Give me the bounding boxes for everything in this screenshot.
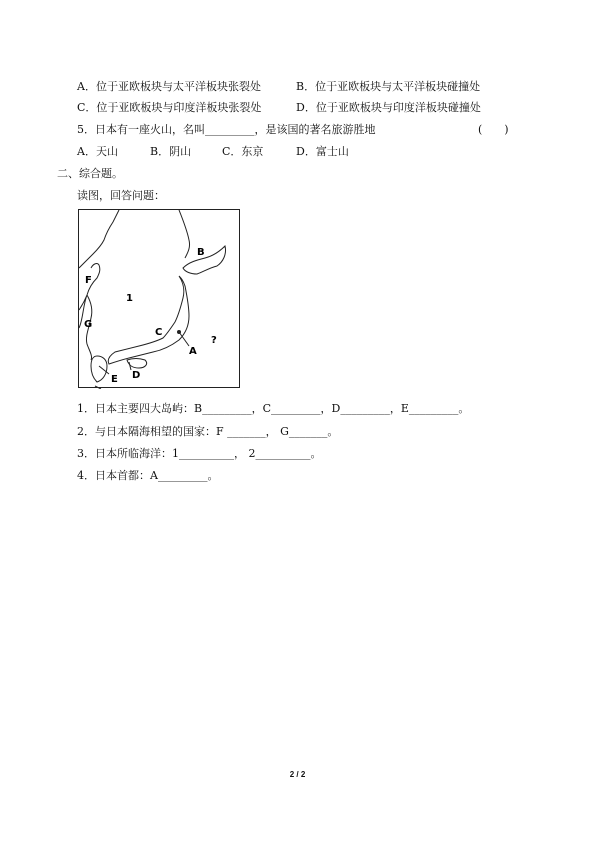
ryukyu-islands (95, 386, 101, 389)
question-1: 1．日本主要四大岛屿：B_________，C_________，D_________，E_________。 (77, 402, 470, 415)
map-label-f: F (85, 275, 92, 286)
kyushu (91, 356, 107, 382)
sakhalin (179, 210, 190, 258)
capital-dot (177, 330, 181, 334)
map-label-b: B (197, 247, 205, 258)
q4-option-b: B．位于亚欧板块与太平洋板块碰撞处 (296, 80, 481, 93)
q5-option-b: B．阴山 (150, 145, 192, 158)
q4-option-d: D．位于亚欧板块与印度洋板块碰撞处 (296, 101, 481, 114)
question-2: 2．与日本隔海相望的国家：F _______， G_______。 (77, 425, 339, 438)
q5-option-d: D．富士山 (296, 145, 349, 158)
page-number: 2 / 2 (289, 770, 306, 779)
map-label-1: 1 (126, 293, 133, 304)
q5-option-c: C．东京 (222, 145, 264, 158)
q4-option-a: A．位于亚欧板块与太平洋板块张裂处 (77, 80, 261, 93)
section-instruction: 读图，回答问题： (77, 189, 165, 202)
map-label-2: ? (211, 335, 217, 346)
map-label-c: C (155, 327, 163, 338)
question-4: 4．日本首都：A_________。 (77, 469, 219, 482)
q5-stem: 5．日本有一座火山，名叫_________，是该国的著名旅游胜地 (77, 123, 376, 136)
map-label-a: A (189, 346, 197, 357)
map-label-g: G (84, 319, 93, 330)
section-title: 二、综合题。 (57, 167, 123, 180)
asia-coastline (79, 210, 119, 328)
pointer-e (99, 366, 109, 374)
honshu (108, 276, 189, 364)
map-label-d: D (132, 370, 141, 381)
map-label-e: E (111, 374, 118, 385)
japan-map-drawing (79, 210, 241, 389)
japan-map (78, 209, 240, 388)
q5-option-a: A．天山 (77, 145, 118, 158)
q4-option-c: C．位于亚欧板块与印度洋板块张裂处 (77, 101, 262, 114)
q5-answer-paren: ( ) (478, 123, 509, 136)
question-3: 3．日本所临海洋：1__________， 2__________。 (77, 447, 322, 460)
